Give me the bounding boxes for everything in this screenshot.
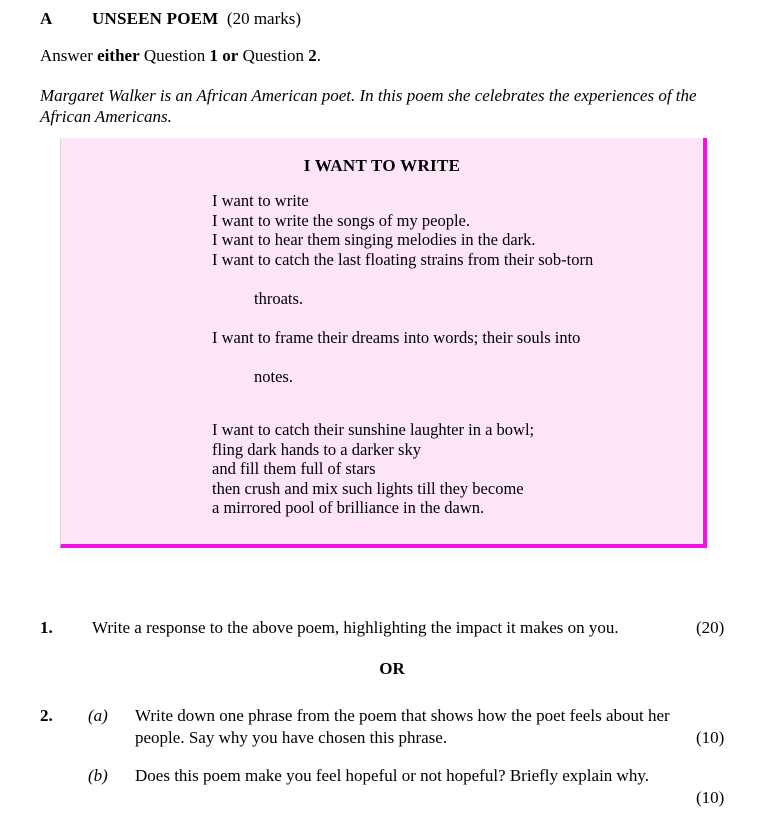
poem-line: a mirrored pool of brilliance in the dawn. bbox=[212, 498, 485, 518]
section-heading bbox=[40, 8, 740, 30]
question-2a-text: Write down one phrase from the poem that shows how the poet feels about her people. Say why you have chosen this phrase. bbox=[135, 706, 670, 747]
instruction-or: or bbox=[218, 46, 239, 65]
instruction-mid-2: Question bbox=[238, 46, 309, 65]
question-1-number: 1. bbox=[40, 618, 53, 637]
poem-line-spacer bbox=[212, 269, 593, 289]
instruction-suffix: . bbox=[316, 46, 321, 65]
poem-line: I want to frame their dreams into words; their souls into bbox=[212, 328, 581, 348]
instruction-mid: Question bbox=[139, 46, 210, 65]
poem-line: I want to catch their sunshine laughter in a bowl; bbox=[212, 419, 535, 439]
question-1-text: Write a response to the above poem, highlighting the impact it makes on you. bbox=[92, 618, 619, 637]
section-letter: A bbox=[40, 9, 53, 28]
poem-line: I want to hear them singing melodies in the dark. bbox=[212, 230, 536, 250]
poem-body bbox=[212, 191, 593, 518]
poem-line: fling dark hands to a darker sky bbox=[212, 439, 421, 459]
instruction-either: either bbox=[97, 46, 140, 65]
question-2b-label: (b) bbox=[88, 766, 108, 785]
poem-line: notes. bbox=[254, 367, 293, 387]
question-2a-label: (a) bbox=[88, 706, 108, 725]
or-divider: OR bbox=[379, 659, 405, 678]
section-marks: (20 marks) bbox=[226, 9, 302, 28]
poem-line: and fill them full of stars bbox=[212, 459, 376, 479]
poem-line: I want to catch the last floating strains from their sob-torn bbox=[212, 249, 594, 269]
question-2-number: 2. bbox=[40, 706, 53, 725]
answer-instruction bbox=[40, 45, 740, 67]
poem-line: throats. bbox=[254, 288, 304, 308]
poem-line: then crush and mix such lights till they become bbox=[212, 478, 524, 498]
instruction-question-2: 2 bbox=[308, 46, 317, 65]
section-title: UNSEEN POEM bbox=[92, 9, 219, 28]
poem-title: I WANT TO WRITE bbox=[303, 156, 461, 175]
poem-box bbox=[60, 138, 707, 548]
question-2a-marks: (10) bbox=[696, 728, 725, 747]
poem-line: I want to write bbox=[212, 191, 309, 210]
instruction-prefix: Answer bbox=[40, 46, 98, 65]
poem-context-note: Margaret Walker is an African American poet. In this poem she celebrates the experiences of the African Americans. bbox=[40, 86, 697, 126]
question-1-marks: (20) bbox=[696, 618, 725, 637]
poem-line-spacer bbox=[212, 348, 593, 368]
question-2b-marks: (10) bbox=[696, 788, 725, 807]
question-2b-text: Does this poem make you feel hopeful or not hopeful? Briefly explain why. bbox=[135, 766, 649, 785]
poem-line-spacer bbox=[212, 309, 593, 329]
poem-line: I want to write the songs of my people. bbox=[212, 210, 470, 230]
poem-line-spacer bbox=[212, 387, 593, 420]
instruction-question-1: 1 bbox=[209, 46, 219, 65]
